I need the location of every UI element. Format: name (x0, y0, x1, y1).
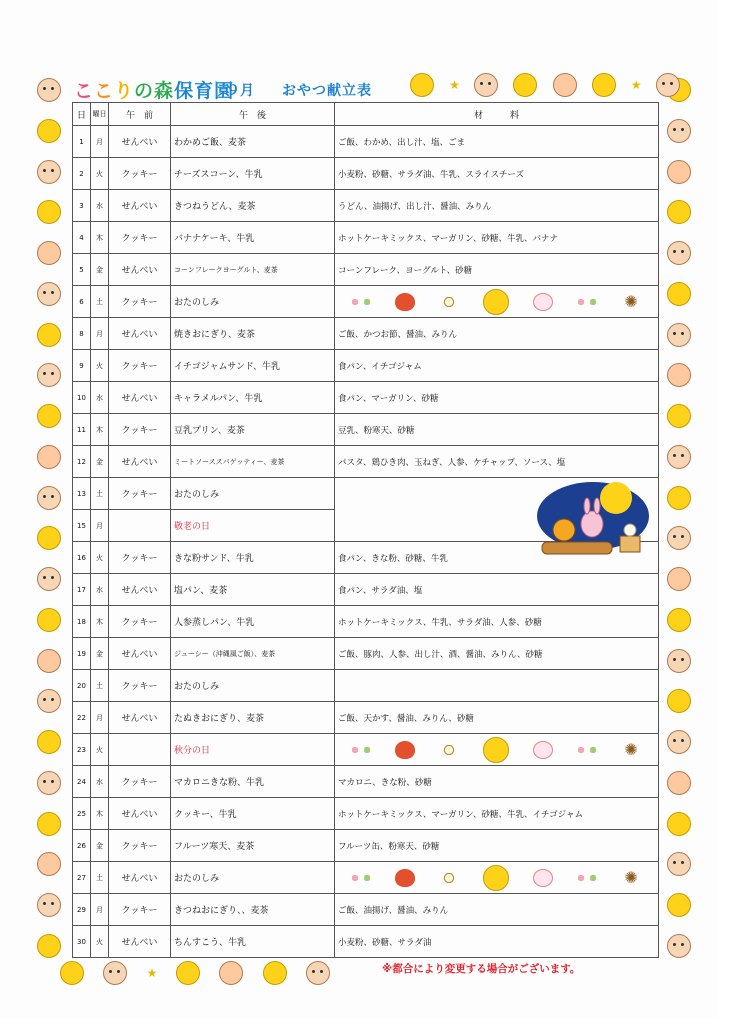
log-shape (542, 542, 612, 554)
moonball-icon (483, 865, 509, 891)
moon-icon (37, 934, 61, 958)
afternoon-snack-cell: 人参蒸しパン、牛乳 (171, 606, 335, 638)
weekday-cell: 火 (91, 542, 109, 574)
moon-icon (667, 404, 691, 428)
moon-icon (410, 73, 434, 97)
materials-cell: ホットケーキミックス、牛乳、サラダ油、人参、砂糖 (335, 606, 659, 638)
baby-face-icon (667, 730, 691, 754)
logo-char: こ (74, 80, 95, 102)
rabbit-red-icon (395, 741, 415, 759)
baby-face-icon (37, 852, 61, 876)
susuki-icon (621, 292, 643, 312)
day-cell: 24 (73, 766, 91, 798)
morning-snack-cell: クッキー (109, 830, 171, 862)
star-icon: ★ (146, 966, 158, 980)
morning-snack-cell: クッキー (109, 414, 171, 446)
afternoon-snack-cell: ちんすこう、牛乳 (171, 926, 335, 958)
weekday-cell: 木 (91, 606, 109, 638)
morning-snack-cell: せんべい (109, 382, 171, 414)
table-row (73, 286, 659, 318)
afternoon-snack-cell: バナナケーキ、牛乳 (171, 222, 335, 254)
full-moon-shape (600, 482, 632, 514)
table-row (73, 606, 659, 638)
morning-snack-cell: クッキー (109, 894, 171, 926)
rabbit-ear-shape (594, 498, 600, 514)
afternoon-snack-cell: 豆乳プリン、麦茶 (171, 414, 335, 446)
dango-icon (576, 292, 598, 312)
materials-cell: 食パン、サラダ油、塩 (335, 574, 659, 606)
afternoon-snack-cell: きな粉サンド、牛乳 (171, 542, 335, 574)
day-cell: 1 (73, 126, 91, 158)
weekday-cell: 月 (91, 702, 109, 734)
table-row (73, 158, 659, 190)
baby-face-icon (37, 282, 61, 306)
day-cell: 11 (73, 414, 91, 446)
table-row (73, 574, 659, 606)
materials-cell (335, 670, 659, 702)
star-icon: ★ (449, 78, 460, 92)
column-header-am: 午 前 (109, 103, 171, 126)
baby-face-icon (667, 323, 691, 347)
materials-cell: ご飯、天かす、醤油、みりん、砂糖 (335, 702, 659, 734)
afternoon-snack-cell: キャラメルパン、牛乳 (171, 382, 335, 414)
baby-face-icon (474, 73, 498, 97)
table-row (73, 766, 659, 798)
afternoon-snack-cell: たぬきおにぎり、麦茶 (171, 702, 335, 734)
weekday-cell: 月 (91, 318, 109, 350)
weekday-cell: 木 (91, 222, 109, 254)
table-row (73, 702, 659, 734)
baby-face-icon (667, 649, 691, 673)
morning-snack-cell: クッキー (109, 766, 171, 798)
materials-cell (335, 734, 659, 766)
nursery-logo (74, 76, 234, 103)
afternoon-snack-cell: フルーツ寒天、麦茶 (171, 830, 335, 862)
weekday-cell: 水 (91, 766, 109, 798)
moon-icon (37, 404, 61, 428)
day-cell: 23 (73, 734, 91, 766)
weekday-cell: 水 (91, 382, 109, 414)
rabbit-ear-shape (584, 498, 590, 514)
dango-stand-shape (620, 536, 640, 552)
baby-face-icon (37, 893, 61, 917)
moon-icon (667, 200, 691, 224)
baby-face-icon (219, 961, 243, 985)
month-label: ９月 (226, 83, 254, 99)
day-cell: 16 (73, 542, 91, 574)
morning-snack-cell: クッキー (109, 158, 171, 190)
moon-icon (37, 526, 61, 550)
moon-icon (667, 282, 691, 306)
day-cell: 26 (73, 830, 91, 862)
morning-snack-cell: せんべい (109, 318, 171, 350)
rabbit-red-icon (395, 869, 415, 887)
day-cell: 25 (73, 798, 91, 830)
materials-cell: 食パン、きな粉、砂糖、牛乳 (335, 542, 659, 574)
materials-cell: コーンフレーク、ヨーグルト、砂糖 (335, 254, 659, 286)
morning-snack-cell: せんべい (109, 638, 171, 670)
baby-face-icon (667, 363, 691, 387)
table-row (73, 190, 659, 222)
baby-face-icon (667, 934, 691, 958)
baby-face-icon (37, 445, 61, 469)
day-cell: 3 (73, 190, 91, 222)
materials-cell: 小麦粉、砂糖、サラダ油、牛乳、スライスチーズ (335, 158, 659, 190)
moon-icon (37, 323, 61, 347)
weekday-cell: 月 (91, 510, 109, 542)
column-header-materials: 材 料 (335, 103, 659, 126)
day-cell: 15 (73, 510, 91, 542)
baby-face-icon (103, 961, 127, 985)
weekday-cell: 土 (91, 670, 109, 702)
moon-icon (592, 73, 616, 97)
materials-cell (335, 862, 659, 894)
column-header-pm: 午 後 (171, 103, 335, 126)
rabbit-icon (533, 869, 553, 887)
baby-face-icon (37, 241, 61, 265)
susuki-icon (621, 868, 643, 888)
baby-face-icon (37, 771, 61, 795)
morning-snack-cell (109, 510, 171, 542)
materials-cell: 小麦粉、砂糖、サラダ油 (335, 926, 659, 958)
weekday-cell: 水 (91, 574, 109, 606)
footnote: ※都合により変更する場合がございます。 (382, 963, 581, 975)
weekday-cell: 金 (91, 638, 109, 670)
weekday-cell: 水 (91, 190, 109, 222)
baby-face-icon (656, 73, 680, 97)
moon-viewing-illustration (534, 478, 652, 564)
morning-snack-cell: せんべい (109, 446, 171, 478)
materials-cell: マカロニ、きな粉、砂糖 (335, 766, 659, 798)
weekday-cell: 火 (91, 350, 109, 382)
table-row (73, 830, 659, 862)
baby-face-icon (667, 771, 691, 795)
afternoon-snack-cell: クッキー、牛乳 (171, 798, 335, 830)
morning-snack-cell: クッキー (109, 670, 171, 702)
column-header-day: 日 (73, 103, 91, 126)
weekday-cell: 土 (91, 478, 109, 510)
rabbit-icon (533, 741, 553, 759)
afternoon-snack-cell: 焼きおにぎり、麦茶 (171, 318, 335, 350)
day-cell: 18 (73, 606, 91, 638)
table-row (73, 350, 659, 382)
materials-cell (335, 286, 659, 318)
weekday-cell: 火 (91, 926, 109, 958)
moon-icon (667, 486, 691, 510)
moon-icon (667, 893, 691, 917)
morning-snack-cell: クッキー (109, 542, 171, 574)
table-row (73, 734, 659, 766)
afternoon-snack-cell: ジューシー（沖縄風ご飯）、麦茶 (171, 638, 335, 670)
table-row (73, 126, 659, 158)
day-cell: 17 (73, 574, 91, 606)
materials-cell: フルーツ缶、粉寒天、砂糖 (335, 830, 659, 862)
table-row (73, 318, 659, 350)
materials-cell: ご飯、かつお節、醤油、みりん (335, 318, 659, 350)
logo-char: 保育園 (174, 80, 235, 102)
table-row (73, 798, 659, 830)
materials-cell: ご飯、わかめ、出し汁、塩、ごま (335, 126, 659, 158)
materials-cell: ご飯、豚肉、人参、出し汁、酒、醤油、みりん、砂糖 (335, 638, 659, 670)
moon-icon (37, 608, 61, 632)
afternoon-snack-cell: コーンフレークヨーグルト、麦茶 (171, 254, 335, 286)
morning-snack-cell: せんべい (109, 862, 171, 894)
materials-cell: ホットケーキミックス、マーガリン、砂糖、牛乳、イチゴジャム (335, 798, 659, 830)
decorative-border-left (32, 78, 66, 958)
afternoon-snack-cell: チーズスコーン、牛乳 (171, 158, 335, 190)
decorative-border-top (410, 70, 680, 100)
table-row (73, 446, 659, 478)
morning-snack-cell: せんべい (109, 926, 171, 958)
table-row (73, 254, 659, 286)
table-header-row (73, 103, 659, 126)
tsukimi-icons (338, 737, 655, 763)
rabbit-red-icon (395, 293, 415, 311)
weekday-cell: 火 (91, 734, 109, 766)
table-row (73, 414, 659, 446)
day-cell: 20 (73, 670, 91, 702)
moon-icon (37, 200, 61, 224)
day-cell: 2 (73, 158, 91, 190)
weekday-cell: 火 (91, 158, 109, 190)
baby-face-icon (37, 567, 61, 591)
day-cell: 22 (73, 702, 91, 734)
afternoon-snack-cell: イチゴジャムサンド、牛乳 (171, 350, 335, 382)
materials-cell: ホットケーキミックス、マーガリン、砂糖、牛乳、バナナ (335, 222, 659, 254)
moon-icon (263, 961, 287, 985)
day-cell: 9 (73, 350, 91, 382)
baby-face-icon (37, 689, 61, 713)
dango-icon (576, 740, 598, 760)
weekday-cell: 金 (91, 446, 109, 478)
baby-face-icon (667, 526, 691, 550)
afternoon-snack-cell: マカロニきな粉、牛乳 (171, 766, 335, 798)
morning-snack-cell: クッキー (109, 286, 171, 318)
afternoon-snack-cell: 秋分の日 (171, 734, 335, 766)
afternoon-snack-cell: きつねおにぎり、、麦茶 (171, 894, 335, 926)
day-cell: 29 (73, 894, 91, 926)
day-cell: 10 (73, 382, 91, 414)
morning-snack-cell: クッキー (109, 222, 171, 254)
day-cell: 4 (73, 222, 91, 254)
decorative-border-right (662, 78, 696, 958)
moon-icon (60, 961, 84, 985)
weekday-cell: 金 (91, 830, 109, 862)
morning-snack-cell: クッキー (109, 350, 171, 382)
morning-snack-cell: せんべい (109, 254, 171, 286)
weekday-cell: 月 (91, 894, 109, 926)
table-row (73, 670, 659, 702)
moonball-icon (483, 737, 509, 763)
table-row (73, 382, 659, 414)
morning-snack-cell: せんべい (109, 126, 171, 158)
afternoon-snack-cell: ミートソーススパゲッティー、麦茶 (171, 446, 335, 478)
table-row (73, 894, 659, 926)
moon-icon (176, 961, 200, 985)
logo-char: り (114, 80, 135, 102)
baby-face-icon (37, 649, 61, 673)
rabbit-icon (533, 293, 553, 311)
materials-cell: 食パン、マーガリン、砂糖 (335, 382, 659, 414)
morning-snack-cell: せんべい (109, 798, 171, 830)
afternoon-snack-cell: 塩パン、麦茶 (171, 574, 335, 606)
dango-icon (350, 292, 372, 312)
moon-icon (37, 119, 61, 143)
day-cell: 19 (73, 638, 91, 670)
baby-face-icon (37, 363, 61, 387)
day-cell: 27 (73, 862, 91, 894)
squirrel-shape (553, 519, 575, 541)
day-cell: 5 (73, 254, 91, 286)
afternoon-snack-cell: 敬老の日 (171, 510, 335, 542)
moon-icon (37, 812, 61, 836)
logo-char: の森 (134, 80, 175, 102)
baby-face-icon (553, 73, 577, 97)
decorative-border-bottom (60, 958, 330, 988)
baby-face-icon (306, 961, 330, 985)
morning-snack-cell: クッキー (109, 478, 171, 510)
baby-face-icon (37, 78, 61, 102)
table-row (73, 222, 659, 254)
morning-snack-cell (109, 734, 171, 766)
stack-icon (438, 740, 460, 760)
afternoon-snack-cell: わかめご飯、麦茶 (171, 126, 335, 158)
morning-snack-cell: せんべい (109, 574, 171, 606)
stack-icon (438, 292, 460, 312)
weekday-cell: 土 (91, 862, 109, 894)
baby-face-icon (667, 119, 691, 143)
susuki-icon (621, 740, 643, 760)
day-cell: 30 (73, 926, 91, 958)
baby-face-icon (37, 486, 61, 510)
afternoon-snack-cell: きつねうどん、麦茶 (171, 190, 335, 222)
baby-face-icon (667, 852, 691, 876)
table-row (73, 926, 659, 958)
materials-cell: 食パン、イチゴジャム (335, 350, 659, 382)
weekday-cell: 木 (91, 414, 109, 446)
logo-char: こ (94, 80, 115, 102)
weekday-cell: 金 (91, 254, 109, 286)
day-cell: 13 (73, 478, 91, 510)
baby-face-icon (37, 160, 61, 184)
weekday-cell: 木 (91, 798, 109, 830)
afternoon-snack-cell: おたのしみ (171, 862, 335, 894)
moonball-icon (483, 289, 509, 315)
day-cell: 6 (73, 286, 91, 318)
column-header-dow: 曜日 (91, 103, 109, 126)
rabbit-shape (581, 511, 603, 537)
day-cell: 12 (73, 446, 91, 478)
moon-icon (667, 689, 691, 713)
materials-cell: ご飯、油揚げ、醤油、みりん (335, 894, 659, 926)
star-icon: ★ (630, 78, 642, 92)
moon-icon (667, 608, 691, 632)
baby-face-icon (667, 445, 691, 469)
moon-icon (37, 730, 61, 754)
weekday-cell: 月 (91, 126, 109, 158)
baby-face-icon (667, 160, 691, 184)
morning-snack-cell: クッキー (109, 606, 171, 638)
afternoon-snack-cell: おたのしみ (171, 670, 335, 702)
tsukimi-icons (338, 865, 655, 891)
dango-icon (576, 868, 598, 888)
baby-face-icon (667, 567, 691, 591)
dango-icon (350, 740, 372, 760)
afternoon-snack-cell: おたのしみ (171, 478, 335, 510)
table-row (73, 638, 659, 670)
morning-snack-cell: せんべい (109, 702, 171, 734)
day-cell: 8 (73, 318, 91, 350)
materials-cell: うどん、油揚げ、出し汁、醤油、みりん (335, 190, 659, 222)
baby-face-icon (667, 241, 691, 265)
dango-icon (350, 868, 372, 888)
afternoon-snack-cell: おたのしみ (171, 286, 335, 318)
table-row (73, 862, 659, 894)
dango-shape (624, 524, 636, 536)
tsukimi-icons (338, 289, 655, 315)
moon-icon (513, 73, 537, 97)
weekday-cell: 土 (91, 286, 109, 318)
morning-snack-cell: せんべい (109, 190, 171, 222)
materials-cell: 豆乳、粉寒天、砂糖 (335, 414, 659, 446)
page-title: おやつ献立表 (282, 83, 372, 99)
stack-icon (438, 868, 460, 888)
materials-cell: パスタ、鶏ひき肉、玉ねぎ、人参、ケチャップ、ソース、塩 (335, 446, 659, 478)
moon-icon (667, 812, 691, 836)
